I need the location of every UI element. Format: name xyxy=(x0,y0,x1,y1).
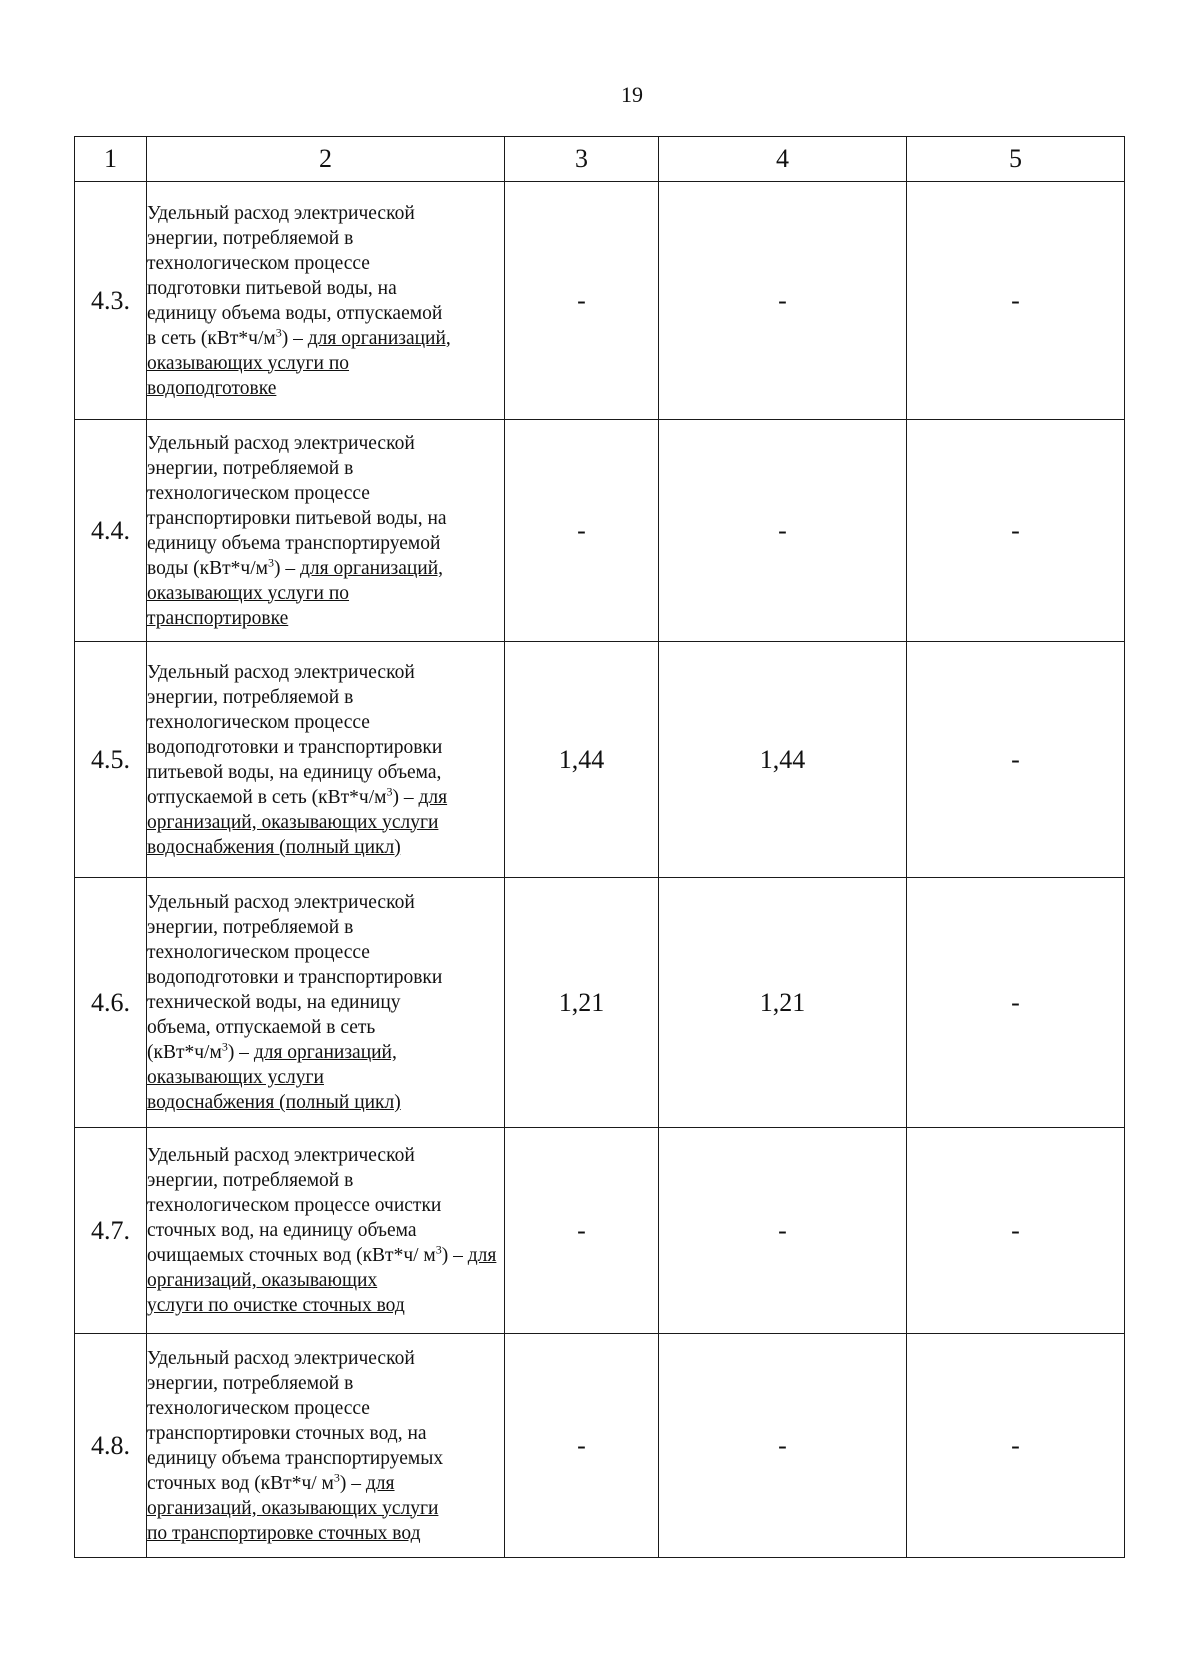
description-dash: ) – xyxy=(227,1042,254,1063)
table-row xyxy=(75,1128,1125,1334)
description-line: Удельный расход электрической xyxy=(147,432,415,454)
description-line: технологическом процессе xyxy=(147,1397,370,1419)
description-line: технической воды, на единицу xyxy=(147,992,401,1013)
description-line: энергии, потребляемой в xyxy=(147,227,354,249)
description-applicability: для xyxy=(365,1472,395,1494)
value-cell-col4: - xyxy=(659,1128,907,1334)
description-applicability: оказывающих услуги xyxy=(147,1067,324,1088)
description-applicability: по транспортировке сточных вод xyxy=(147,1522,421,1544)
description-line: сточных вод, на единицу объема xyxy=(147,1220,417,1241)
description-dash: ) – xyxy=(339,1472,366,1494)
row-number: 4.5. xyxy=(75,642,147,878)
value-cell-col3: 1,44 xyxy=(505,642,659,878)
table-row xyxy=(75,878,1125,1128)
description-line: питьевой воды, на единицу объема, xyxy=(147,761,442,783)
description-applicability: услуги по очистке сточных вод xyxy=(147,1295,405,1316)
column-header-1: 1 xyxy=(75,137,147,182)
description-applicability: оказывающих услуги по xyxy=(147,352,350,374)
table-row xyxy=(75,642,1125,878)
column-header-3: 3 xyxy=(505,137,659,182)
column-header-2: 2 xyxy=(147,137,505,182)
description-applicability: водоснабжения (полный цикл) xyxy=(147,1092,401,1113)
description-dash: ) – xyxy=(281,327,308,349)
description-line: энергии, потребляемой в xyxy=(147,457,354,479)
unit-exponent: 3 xyxy=(267,555,274,569)
description-line: подготовки питьевой воды, на xyxy=(147,277,397,299)
description-line: технологическом процессе xyxy=(147,482,370,504)
row-number: 4.7. xyxy=(75,1128,147,1334)
description-applicability: для организаций, xyxy=(299,557,444,579)
description-line: транспортировки сточных вод, на xyxy=(147,1422,427,1444)
value-cell-col5: - xyxy=(907,420,1125,642)
description-line: Удельный расход электрической xyxy=(147,202,415,224)
description-dash: ) – xyxy=(273,557,300,579)
description-unit-text: в сеть (кВт*ч/м xyxy=(147,327,276,349)
description-line: Удельный расход электрической xyxy=(147,1347,415,1369)
description-unit-text: воды (кВт*ч/м xyxy=(147,557,268,579)
table-row xyxy=(75,182,1125,420)
description-line: водоподготовки и транспортировки xyxy=(147,967,443,988)
value-cell-col4: - xyxy=(659,420,907,642)
description-line: водоподготовки и транспортировки xyxy=(147,736,443,758)
value-cell-col3: - xyxy=(505,1334,659,1558)
row-number: 4.4. xyxy=(75,420,147,642)
row-description xyxy=(147,1128,505,1334)
description-line: транспортировки питьевой воды, на xyxy=(147,507,447,529)
description-applicability: для организаций, xyxy=(307,327,451,349)
description-applicability: водоподготовке xyxy=(147,377,277,399)
description-applicability: организаций, оказывающих услуги xyxy=(147,811,439,833)
row-description xyxy=(147,182,505,420)
description-applicability: для xyxy=(418,786,448,808)
description-line: объема, отпускаемой в сеть xyxy=(147,1017,376,1038)
description-applicability: для организаций, оказывающих xyxy=(147,1245,497,1291)
value-cell-col5: - xyxy=(907,1334,1125,1558)
value-cell-col5: - xyxy=(907,1128,1125,1334)
description-line: единицу объема транспортируемых xyxy=(147,1447,444,1469)
description-dash: ) – xyxy=(392,786,419,808)
norms-table xyxy=(74,136,1125,1558)
row-description xyxy=(147,420,505,642)
column-header-4: 4 xyxy=(659,137,907,182)
unit-exponent: 3 xyxy=(333,1470,340,1484)
description-line: единицу объема воды, отпускаемой xyxy=(147,302,443,324)
description-line: технологическом процессе очистки xyxy=(147,1195,442,1216)
value-cell-col3: - xyxy=(505,420,659,642)
description-line: Удельный расход электрической xyxy=(147,1145,415,1166)
description-line: технологическом процессе xyxy=(147,942,370,963)
value-cell-col5: - xyxy=(907,642,1125,878)
description-unit-text: очищаемых сточных вод (кВт*ч/ м xyxy=(147,1245,436,1266)
description-line: технологическом процессе xyxy=(147,252,370,274)
description-applicability: оказывающих услуги по xyxy=(147,582,350,604)
description-line: энергии, потребляемой в xyxy=(147,1170,354,1191)
description-unit-text: (кВт*ч/м xyxy=(147,1042,222,1063)
column-header-5: 5 xyxy=(907,137,1125,182)
value-cell-col4: - xyxy=(659,182,907,420)
value-cell-col3: 1,21 xyxy=(505,878,659,1128)
value-cell-col4: 1,21 xyxy=(659,878,907,1128)
row-description xyxy=(147,1334,505,1558)
description-applicability: организаций, оказывающих услуги xyxy=(147,1497,439,1519)
description-line: энергии, потребляемой в xyxy=(147,686,354,708)
description-applicability: для организаций, xyxy=(253,1042,397,1063)
table-body xyxy=(75,182,1125,1558)
description-line: энергии, потребляемой в xyxy=(147,917,354,938)
description-dash: ) – xyxy=(441,1245,468,1266)
description-applicability: транспортировке xyxy=(147,607,289,629)
row-number: 4.8. xyxy=(75,1334,147,1558)
value-cell-col5: - xyxy=(907,878,1125,1128)
description-line: Удельный расход электрической xyxy=(147,661,415,683)
value-cell-col5: - xyxy=(907,182,1125,420)
row-description xyxy=(147,642,505,878)
unit-exponent: 3 xyxy=(386,784,393,798)
table-row xyxy=(75,1334,1125,1558)
page-number: 19 xyxy=(621,82,643,107)
value-cell-col3: - xyxy=(505,182,659,420)
value-cell-col4: - xyxy=(659,1334,907,1558)
row-number: 4.6. xyxy=(75,878,147,1128)
description-line: Удельный расход электрической xyxy=(147,892,415,913)
description-line: энергии, потребляемой в xyxy=(147,1372,354,1394)
value-cell-col3: - xyxy=(505,1128,659,1334)
unit-exponent: 3 xyxy=(221,1039,228,1054)
description-applicability: водоснабжения (полный цикл) xyxy=(147,836,401,858)
table-header-row xyxy=(75,137,1125,182)
row-number: 4.3. xyxy=(75,182,147,420)
row-description xyxy=(147,878,505,1128)
description-unit-text: сточных вод (кВт*ч/ м xyxy=(147,1472,334,1494)
value-cell-col4: 1,44 xyxy=(659,642,907,878)
description-unit-text: отпускаемой в сеть (кВт*ч/м xyxy=(147,786,387,808)
description-line: единицу объема транспортируемой xyxy=(147,532,441,554)
description-line: технологическом процессе xyxy=(147,711,370,733)
unit-exponent: 3 xyxy=(435,1242,442,1257)
unit-exponent: 3 xyxy=(275,325,282,339)
table-row xyxy=(75,420,1125,642)
